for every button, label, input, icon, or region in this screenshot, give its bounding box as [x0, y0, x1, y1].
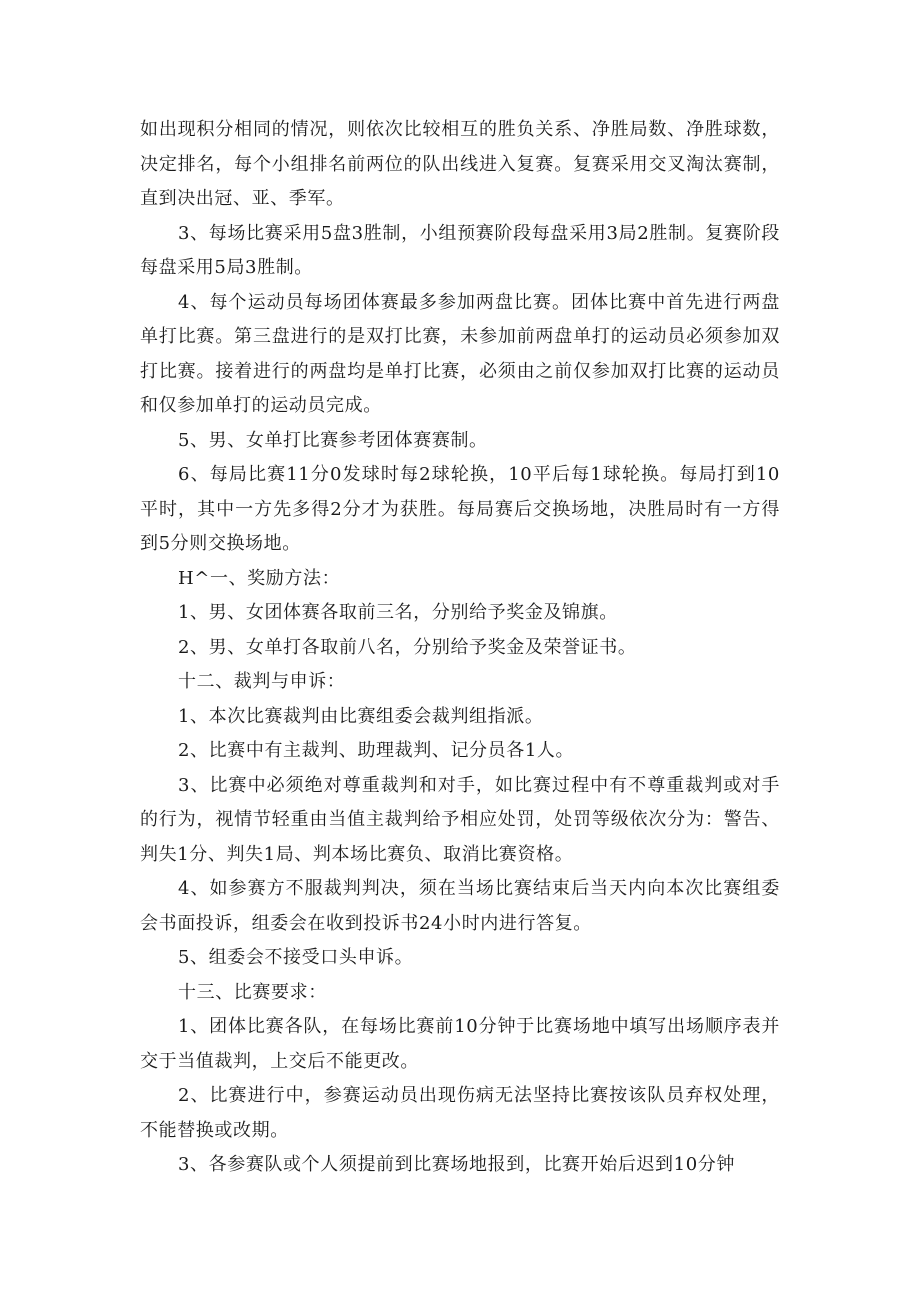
- section-heading: H^一、奖励方法：: [178, 567, 341, 589]
- paragraph: 2、比赛进行中，参赛运动员出现伤病无法坚持比赛按该队员弃权处理，不能替换或改期。: [140, 1085, 780, 1141]
- paragraph: 2、比赛中有主裁判、助理裁判、记分员各1人。: [178, 740, 575, 761]
- paragraph: 5、组委会不接受口头申诉。: [178, 947, 414, 968]
- paragraph: 1、团体比赛各队，在每场比赛前10分钟于比赛场地中填写出场顺序表并交于当值裁判，上交后不能更改。: [140, 1016, 780, 1072]
- paragraph: 5、男、女单打比赛参考团体赛赛制。: [178, 429, 488, 451]
- paragraph: 1、本次比赛裁判由比赛组委会裁判组指派。: [178, 705, 544, 727]
- paragraph: 3、各参赛队或个人须提前到比赛场地报到，比赛开始后迟到10分钟: [178, 1154, 735, 1175]
- paragraph: 6、每局比赛11分0发球时每2球轮换，10平后每1球轮换。每局打到10平时，其中一方先多得2分才为获胜。每局赛后交换场地，决胜局时有一方得到5分则交换场地。: [140, 464, 780, 554]
- document-body: [140, 113, 780, 1183]
- paragraph: 4、如参赛方不服裁判判决，须在当场比赛结束后当天内向本次比赛组委会书面投诉，组委会在收到投诉书24小时内进行答复。: [140, 878, 780, 934]
- paragraph: 如出现积分相同的情况，则依次比较相互的胜负关系、净胜局数、净胜球数，决定排名，每个小组排名前两位的队出线进入复赛。复赛采用交叉淘汰赛制，直到决出冠、亚、季军。: [140, 119, 780, 209]
- section-heading: 十三、比赛要求：: [178, 981, 327, 1003]
- paragraph: 3、比赛中必须绝对尊重裁判和对手，如比赛过程中有不尊重裁判或对手的行为，视情节轻重由当值主裁判给予相应处罚，处罚等级依次分为：警告、判失1分、判失1局、判本场比赛负、取消比赛资格。: [140, 774, 780, 865]
- section-heading: 十二、裁判与申诉：: [178, 671, 346, 692]
- paragraph: 3、每场比赛采用5盘3胜制，小组预赛阶段每盘采用3局2胜制。复赛阶段每盘采用5局3胜制。: [140, 222, 780, 278]
- paragraph: 1、男、女团体赛各取前三名，分别给予奖金及锦旗。: [178, 602, 618, 623]
- paragraph: 2、男、女单打各取前八名，分别给予奖金及荣誉证书。: [178, 636, 637, 658]
- paragraph: 4、每个运动员每场团体赛最多参加两盘比赛。团体比赛中首先进行两盘单打比赛。第三盘进行的是双打比赛，未参加前两盘单打的运动员必须参加双打比赛。接着进行的两盘均是单打比赛，必须由之前仅参加双打比赛的运动员和仅参加单打的运动员完成。: [140, 291, 780, 416]
